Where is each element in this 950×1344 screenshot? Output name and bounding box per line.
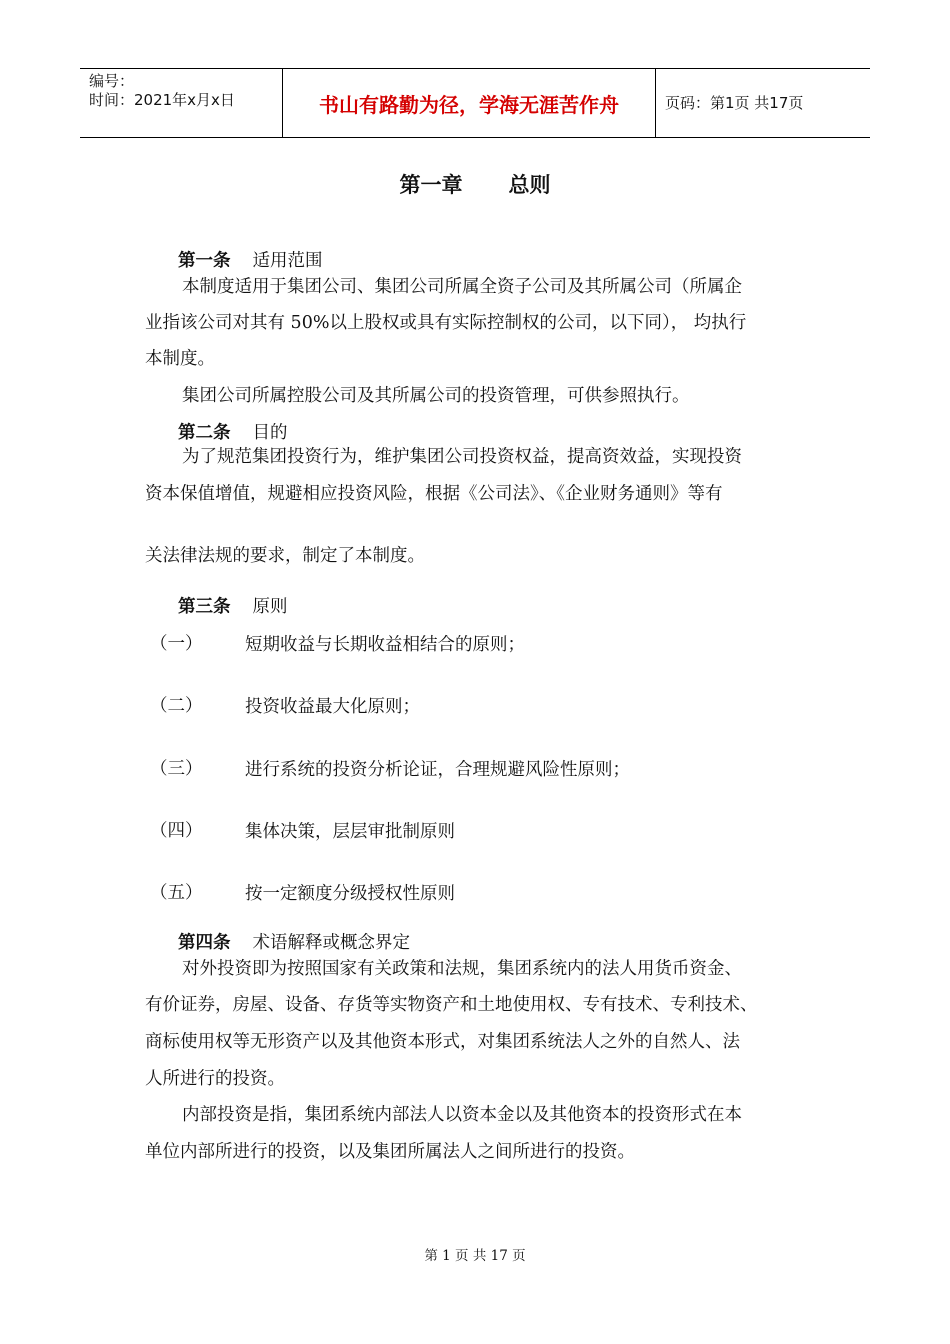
header-left-cell — [80, 69, 282, 137]
article-label: 第四条 — [178, 933, 231, 953]
chapter-number: 第一章 — [399, 173, 463, 197]
article-heading — [178, 596, 288, 618]
article-title: 目的 — [252, 423, 288, 443]
header-motto: 书山有路勤为径，学海无涯苦作舟 — [319, 93, 619, 117]
paragraph-line: 本制度适用于集团公司、集团公司所属全资子公司及其所属公司（所属企 — [182, 277, 742, 297]
document-number-label: 编号： — [89, 72, 135, 90]
paragraph-line: 为了规范集团投资行为，维护集团公司投资权益，提高资效益，实现投资 — [182, 447, 742, 467]
article-title: 术语解释或概念界定 — [252, 933, 410, 953]
article-heading — [178, 250, 323, 272]
paragraph-line: 集团公司所属控股公司及其所属公司的投资管理，可供参照执行。 — [182, 386, 690, 406]
list-item-text: 投资收益最大化原则； — [245, 697, 420, 717]
chapter-title: 总则 — [508, 173, 551, 197]
article-label: 第三条 — [178, 597, 231, 617]
header-table — [80, 68, 870, 138]
paragraph-line: 关法律法规的要求，制定了本制度。 — [145, 546, 425, 566]
list-item-text: 进行系统的投资分析论证，合理规避风险性原则； — [245, 760, 630, 780]
list-item-number: （一） — [150, 634, 203, 654]
header-middle-cell — [282, 69, 656, 137]
list-item-text: 短期收益与长期收益相结合的原则； — [245, 635, 525, 655]
list-item-text: 按一定额度分级授权性原则 — [245, 884, 455, 904]
paragraph-line: 对外投资即为按照国家有关政策和法规，集团系统内的法人用货币资金、 — [182, 959, 742, 979]
list-item-text: 集体决策，层层审批制原则 — [245, 822, 455, 842]
document-date-label: 时间：2021年x月x日 — [89, 91, 235, 109]
header-page-info: 页码：第1页 共17页 — [665, 94, 804, 112]
article-label: 第一条 — [178, 251, 231, 271]
article-heading — [178, 422, 288, 444]
list-item-number: （三） — [150, 759, 203, 779]
paragraph-line: 人所进行的投资。 — [145, 1069, 285, 1089]
paragraph-line: 本制度。 — [145, 349, 215, 369]
paragraph-line: 有价证券，房屋、设备、存货等实物资产和土地使用权、专有技术、专利技术、 — [145, 995, 758, 1015]
list-item-number: （二） — [150, 696, 203, 716]
paragraph-line: 资本保值增值，规避相应投资风险，根据《公司法》、《企业财务通则》等有 — [145, 484, 723, 504]
header-right-cell — [655, 69, 870, 137]
chapter-heading — [0, 172, 950, 198]
article-title: 原则 — [252, 597, 288, 617]
paragraph-line: 内部投资是指，集团系统内部法人以资本金以及其他资本的投资形式在本 — [182, 1105, 742, 1125]
paragraph-line: 业指该公司对其有 50%以上股权或具有实际控制权的公司，以下同）， 均执行 — [145, 313, 747, 333]
paragraph-line: 商标使用权等无形资产以及其他资本形式，对集团系统法人之外的自然人、法 — [145, 1032, 740, 1052]
article-title: 适用范围 — [252, 251, 323, 271]
paragraph-line: 单位内部所进行的投资，以及集团所属法人之间所进行的投资。 — [145, 1142, 635, 1162]
page-footer: 第 1 页 共 17 页 — [424, 1248, 526, 1264]
list-item-number: （四） — [150, 821, 203, 841]
article-heading — [178, 932, 410, 954]
list-item-number: （五） — [150, 883, 203, 903]
article-label: 第二条 — [178, 423, 231, 443]
